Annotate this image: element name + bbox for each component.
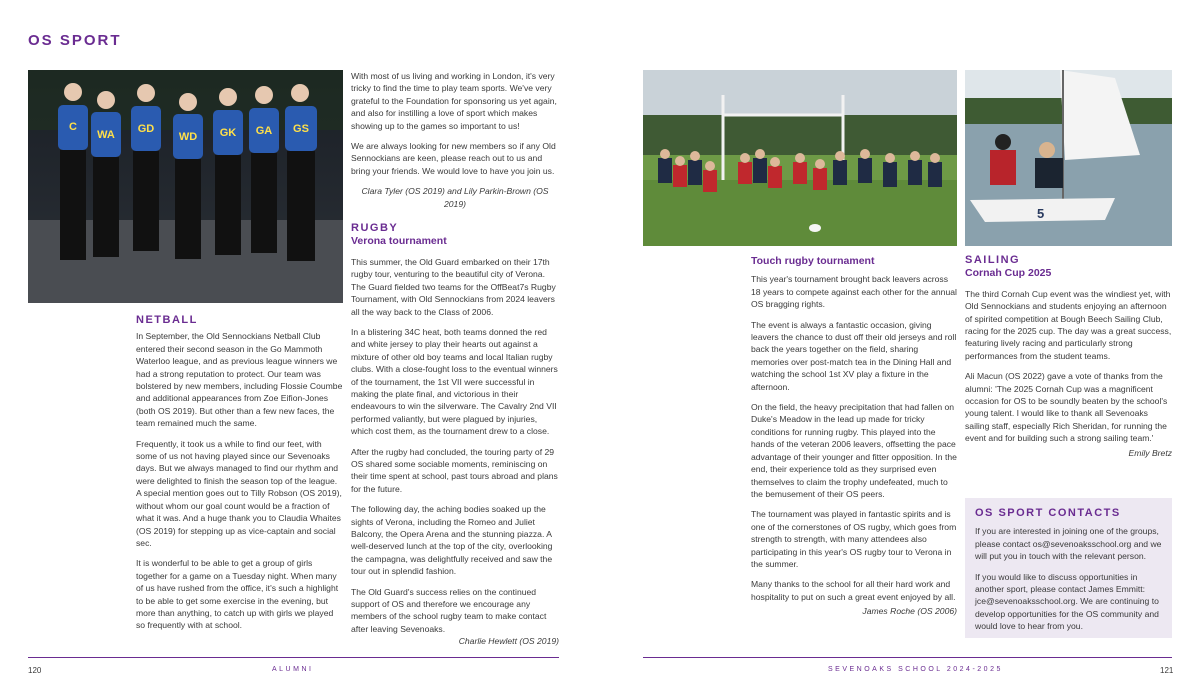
netball-paragraph: With most of us living and working in London, it's very tricky to find the time to play team sports. We've very grateful to the Foundation for sponsoring us yet again, and also for instilling a love of sport which makes showing up to the games so important to us! — [351, 71, 557, 131]
touch-rugby-team-photo — [643, 70, 957, 246]
sailing-subheading: Cornah Cup 2025 — [965, 267, 1052, 280]
bib-ga: GA — [255, 125, 273, 137]
contacts-heading: OS SPORT CONTACTS — [975, 507, 1121, 519]
bib-gd: GD — [137, 123, 155, 135]
contacts-paragraph: If you are interested in joining one of the groups, please contact os@sevenoaksschool.org and we will put you in touch with the relevant person. — [975, 526, 1162, 562]
sailing-signature: Emily Bretz — [1128, 447, 1172, 458]
footer-rule-right — [643, 657, 1172, 658]
bib-wd: WD — [178, 131, 198, 143]
sailing-paragraph: The third Cornah Cup event was the windiest yet, with Old Sennockians and students enjoying an afternoon of spirited competition at Bough Beech Sailing Club, racing for the 2025 cup. The day was a great success, featuring lively racing and particularly strong performances from the student teams. — [965, 288, 1172, 361]
footer-rule-left — [28, 657, 559, 658]
sailing-heading: SAILING — [965, 254, 1021, 266]
touch-rugby-column — [751, 254, 957, 626]
netball-paragraph: In September, the Old Sennockians Netball Club entered their second season in the Go Mammoth Waterloo league, and as previous league winners we had a strong reputation to protect. Our team was bolstered by new members, including Flossie Coumbe and additional appearances from Zoe Eifion-Jones (both OS 2019). But other than a few new faces, the team remained much the same. — [136, 331, 343, 429]
netball-paragraph: We are always looking for new members so if any Old Sennockians are keen, please reach out to us and bring your friends. We would love to have you join us. — [351, 141, 556, 176]
touch-rugby-signature: James Roche (OS 2006) — [862, 606, 957, 617]
netball-signature: Clara Tyler (OS 2019) and Lily Parkin-Brown (OS 2019) — [361, 186, 549, 209]
os-sport-contacts-box — [965, 498, 1172, 638]
touch-rugby-paragraph: Many thanks to the school for all their hard work and hospitality to put on such a great event enjoyed by all. — [751, 579, 956, 602]
netball-paragraph: Frequently, it took us a while to find our feet, with some of us not having played since our Sevenoaks days. But we always managed to find our rhythm and were delighted to finish the season top of the league. A special mention goes out to Tilly Robson (OS 2019), without whom our goal count would be a fraction of what it was. And a huge thank you to Claudia Whaites (OS 2019) for stepping up as vice-captain and social sec. — [136, 438, 342, 548]
touch-rugby-paragraph: This year's tournament brought back leavers across 18 years to compete against each other for the annual OS bragging rights. — [751, 274, 957, 310]
netball-heading: NETBALL — [136, 314, 198, 326]
rugby-paragraph: The following day, the aching bodies soaked up the sights of Verona, including the Romeo and Juliet Balcony, the Opera Arena and the stunning piazza. A well-deserved lunch at the top of the city, overlooking the campagna, was delightfully received and saw the tour out in splendid fashion. — [351, 504, 553, 577]
netball-team-photo — [28, 70, 343, 303]
footer-section-label: ALUMNI — [272, 666, 314, 673]
contacts-paragraph: If you would like to discuss opportunities in another sport, please contact James Emmitt: jce@sevenoaksschool.org. We are continuing to develop opportunities for the OS community and would love to hear from you. — [975, 571, 1159, 632]
rugby-signature: Charlie Hewlett (OS 2019) — [458, 636, 559, 647]
rugby-heading: RUGBY — [351, 222, 399, 235]
touch-rugby-paragraph: The tournament was played in fantastic spirits and is one of the cornerstones of OS rugby, which goes from strength to strength, with many attendees also participating in this year's OS rugby tour to Verona in the summer. — [751, 509, 957, 569]
netball-paragraph: It is wonderful to be able to get a group of girls together for a game on a Tuesday night. When many of us have rushed from the office, it's such a highlight to be able to get some exercise in the evening, but more than anything, to catch up with girls we played so frequently with at school. — [136, 558, 339, 631]
rugby-paragraph: After the rugby had concluded, the touring party of 29 OS shared some sociable moments, reminiscing on their time spent at school, past tours abroad and plans for the future. — [351, 446, 558, 494]
touch-rugby-paragraph: On the field, the heavy precipitation that had fallen on Duke's Meadow in the lead up made for tricky conditions for running rugby. This played into the hands of the veteran 2006 leavers, offsetting the pace advantage of their younger and fitter opposition. In the end, their experience told as they surprised even themselves to claim the trophy undefeated, much to the bemusement of their OS peers. — [751, 402, 957, 499]
rugby-column — [351, 70, 559, 656]
rugby-paragraph: In a blistering 34C heat, both teams donned the red and white jersey to play their hearts out against a mixture of other old boy teams and local Italian rugby clubs. With a close-fought loss to the eventual winners of the tournament, the 1st VII were successful in making the plate final, and victorious in their endeavours to win the silverware. The Cavalry 2nd VII performed valiantly, but were plagued by injuries, which cost them, as the tournament drew to a close. — [351, 326, 558, 437]
sailing-paragraph: Ali Macun (OS 2022) gave a vote of thanks from the alumni: 'The 2025 Cornah Cup was a magnificent occasion for OS to be soundly beaten by the school's young talent. I would like to thank all Sevenoaks sailing staff, especially Rich Sheridan, for running the event and for building such a strong sailing team.' — [965, 371, 1168, 444]
bib-gs: GS — [293, 123, 309, 135]
rugby-subheading: Verona tournament — [351, 235, 447, 248]
footer-publication-label: SEVENOAKS SCHOOL 2024-2025 — [828, 666, 1003, 673]
touch-rugby-paragraph: The event is always a fantastic occasion, giving leavers the chance to dust off their old jerseys and roll back the years together on the field, sharing memories over post-match tea in the Dining Hall and watching the school 1st XV play a fixture in the afternoon. — [751, 319, 957, 392]
rugby-paragraph: The Old Guard's success relies on the continued support of OS and therefore we encourage any members of the school rugby team to make contact after leaving Sevenoaks. — [351, 586, 547, 634]
bib-c: C — [69, 121, 77, 133]
sailing-photo — [965, 70, 1172, 246]
page-number-right: 121 — [1160, 666, 1174, 675]
rugby-paragraph: This summer, the Old Guard embarked on their 17th rugby tour, venturing to the beautiful city of Verona. The Guard fielded two teams for the OffBeat7s Rugby Tournament, with Old Sennockians from 2024 leavers all the way back to the Class of 2006. — [351, 256, 556, 317]
bib-gk: GK — [219, 127, 237, 139]
sail-number: 5 — [1037, 206, 1045, 221]
page-title: OS SPORT — [28, 32, 122, 49]
touch-rugby-heading: Touch rugby tournament — [751, 255, 875, 267]
page-number-left: 120 — [28, 666, 42, 675]
bib-wa: WA — [97, 129, 115, 141]
sailing-column — [965, 254, 1172, 467]
netball-column — [136, 314, 343, 640]
